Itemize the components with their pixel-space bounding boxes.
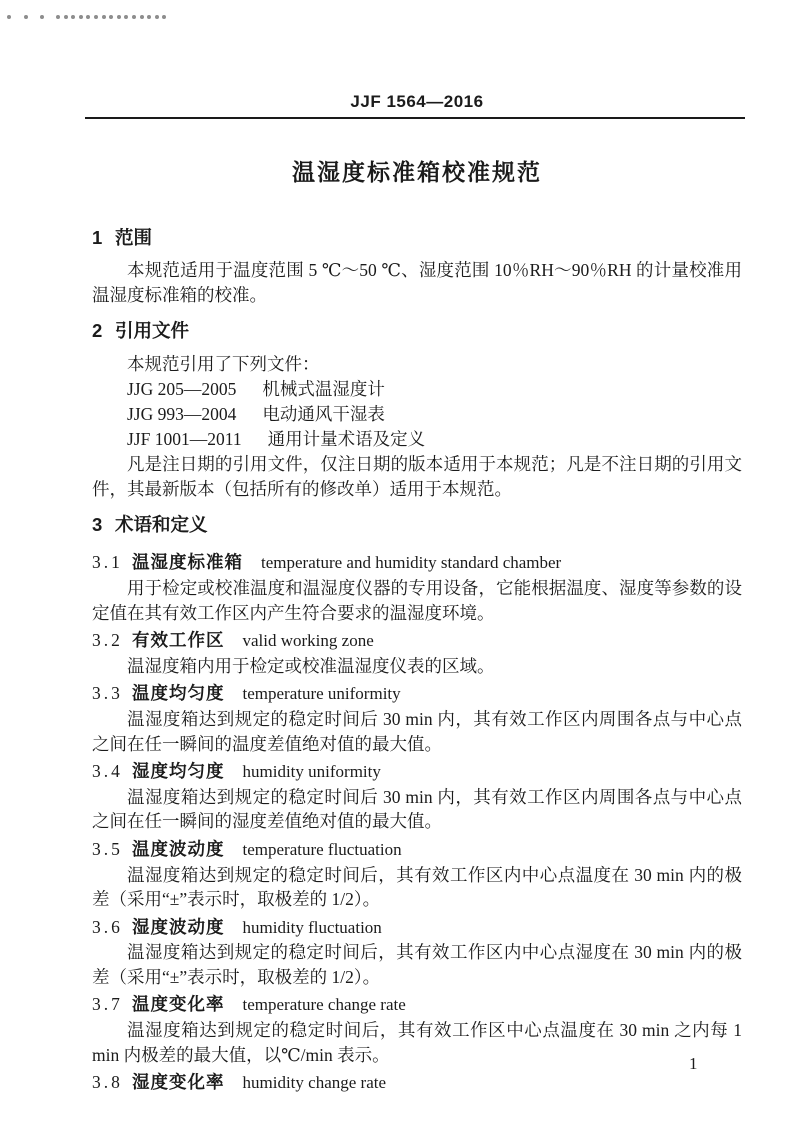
section-number: 2 <box>92 320 103 342</box>
term-number: 3.6 <box>92 916 123 937</box>
reference-code: JJG 993—2004 <box>127 404 237 425</box>
term-chinese: 温度变化率 <box>132 994 225 1015</box>
term-definition: 用于检定或校准温度和温湿度仪器的专用设备，它能根据温度、湿度等参数的设定值在其有效工作区内产生符合要求的温湿度环境。 <box>92 577 742 623</box>
section-heading <box>92 225 742 250</box>
term-english: temperature and humidity standard chamber <box>261 553 562 573</box>
term-entry <box>92 681 742 707</box>
term-entry <box>92 837 742 863</box>
term-english: humidity fluctuation <box>242 917 382 937</box>
term-entry <box>92 759 742 785</box>
header-rule <box>85 117 745 119</box>
term-number: 3.5 <box>92 838 123 859</box>
page-content <box>92 0 742 1096</box>
paragraph: 本规范适用于温度范围 5 ℃～50 ℃、湿度范围 10％RH～90％RH 的计量校准用温湿度标准箱的校准。 <box>92 260 742 305</box>
term-number: 3.8 <box>92 1072 123 1093</box>
reference-item <box>92 402 742 427</box>
reference-title: 通用计量术语及定义 <box>267 429 426 450</box>
term-entry <box>92 1070 742 1096</box>
references-intro: 本规范引用了下列文件： <box>127 354 320 375</box>
section-heading-text: 术语和定义 <box>115 514 208 536</box>
reference-code: JJG 205—2005 <box>127 379 237 400</box>
section-scope <box>92 225 742 307</box>
section-heading <box>92 512 742 537</box>
term-entry <box>92 992 742 1018</box>
term-english: humidity uniformity <box>242 762 381 782</box>
section-heading <box>92 318 742 343</box>
term-number: 3.3 <box>92 683 123 704</box>
term-number: 3.2 <box>92 630 123 651</box>
term-english: humidity change rate <box>242 1073 387 1093</box>
term-definition: 温湿度箱达到规定的稳定时间后 30 min 内，其有效工作区内周围各点与中心点之间在任一瞬间的湿度差值绝对值的最大值。 <box>92 786 742 832</box>
term-definition: 温湿度箱内用于检定或校准温湿度仪表的区域。 <box>127 655 495 676</box>
section-number: 1 <box>92 227 103 248</box>
references-note: 凡是注日期的引用文件，仅注日期的版本适用于本规范；凡是不注日期的引用文件，其最新版本（包括所有的修改单）适用于本规范。 <box>92 454 742 499</box>
term-chinese: 湿度波动度 <box>132 916 225 937</box>
term-chinese: 温度均匀度 <box>132 683 225 704</box>
reference-item <box>92 377 742 402</box>
scan-dots-sparse <box>7 15 44 19</box>
page-number: 1 <box>689 1054 698 1073</box>
term-entry <box>92 628 742 654</box>
term-chinese: 湿度变化率 <box>132 1072 225 1093</box>
term-english: temperature change rate <box>242 995 406 1015</box>
term-chinese: 有效工作区 <box>132 630 225 651</box>
term-definition: 温湿度箱达到规定的稳定时间后，其有效工作区内中心点温度在 30 min 内的极差（采用“±”表示时，取极差的 1/2）。 <box>92 864 742 910</box>
term-definition: 温湿度箱达到规定的稳定时间后，其有效工作区中心点温度在 30 min 之内每 1 min 内极差的最大值，以℃/min 表示。 <box>92 1020 742 1065</box>
document-code: JJF 1564—2016 <box>350 92 484 111</box>
section-heading-text: 引用文件 <box>115 320 190 342</box>
reference-title: 机械式温湿度计 <box>262 379 385 400</box>
term-definition: 温湿度箱达到规定的稳定时间后 30 min 内，其有效工作区内周围各点与中心点之间在任一瞬间的温度差值绝对值的最大值。 <box>92 708 742 754</box>
section-references <box>92 318 742 501</box>
reference-item <box>92 427 742 452</box>
term-definition: 温湿度箱达到规定的稳定时间后，其有效工作区内中心点湿度在 30 min 内的极差（采用“±”表示时，取极差的 1/2）。 <box>92 942 742 987</box>
term-chinese: 温湿度标准箱 <box>132 552 243 573</box>
section-heading-text: 范围 <box>115 227 153 248</box>
term-english: temperature fluctuation <box>242 839 402 859</box>
section-terms <box>92 512 742 1095</box>
term-number: 3.4 <box>92 761 123 782</box>
document-title: 温湿度标准箱校准规范 <box>292 159 542 185</box>
reference-code: JJF 1001—2011 <box>127 429 242 450</box>
term-english: valid working zone <box>242 631 374 651</box>
term-entry <box>92 915 742 941</box>
term-number: 3.1 <box>92 552 123 573</box>
section-number: 3 <box>92 514 103 536</box>
term-chinese: 湿度均匀度 <box>132 761 225 782</box>
term-entry <box>92 550 742 576</box>
term-english: temperature uniformity <box>242 684 401 704</box>
reference-title: 电动通风干湿表 <box>262 404 385 425</box>
term-chinese: 温度波动度 <box>132 838 225 859</box>
term-number: 3.7 <box>92 994 123 1015</box>
